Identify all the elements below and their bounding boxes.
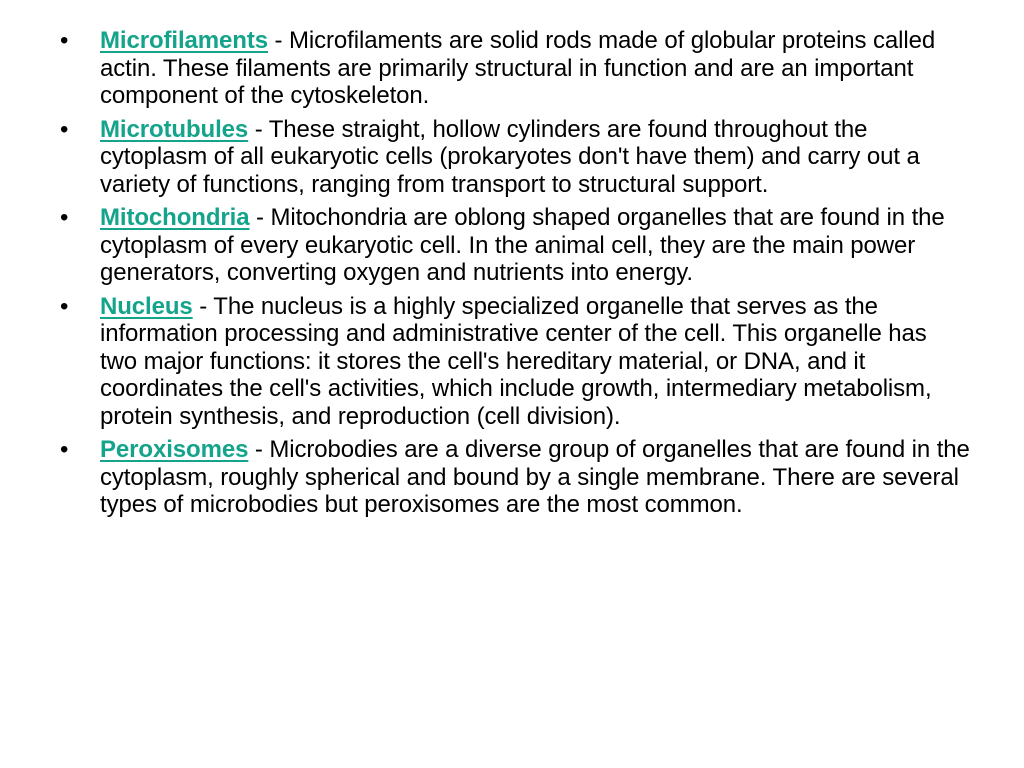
term-link-mitochondria[interactable]: Mitochondria [100, 204, 250, 231]
term-link-microtubules[interactable]: Microtubules [100, 115, 249, 143]
term-description: - These straight, hollow cylinders are found throughout the cytoplasm of all eukaryotic cells (prokaryotes don't have them) and carry out a variety of functions, ranging from transport to structural support. [100, 115, 920, 198]
term-link-microfilaments[interactable]: Microfilaments [100, 27, 268, 54]
term-link-nucleus[interactable]: Nucleus [100, 292, 193, 320]
term-link-peroxisomes[interactable]: Peroxisomes [100, 436, 249, 463]
list-item-peroxisomes [60, 436, 970, 519]
list-item-microfilaments [60, 27, 970, 110]
bullet-icon: • [60, 204, 69, 231]
term-description: - Mitochondria are oblong shaped organelles that are found in the cytoplasm of every eukaryotic cell. In the animal cell, they are the main power generators, converting oxygen and nutrients into energy. [100, 204, 945, 286]
organelle-bullet-list [60, 27, 970, 525]
bullet-icon: • [60, 115, 69, 143]
list-item-nucleus [60, 293, 970, 431]
list-item-mitochondria [60, 204, 970, 287]
term-description: - Microbodies are a diverse group of organelles that are found in the cytoplasm, roughly spherical and bound by a single membrane. There are several types of microbodies but peroxisomes are the most common. [100, 436, 970, 518]
list-item-microtubules [60, 116, 970, 199]
term-description: - The nucleus is a highly specialized organelle that serves as the information processing and administrative center of the cell. This organelle has two major functions: it stores the cell's hereditary material, or DNA, and it coordinates the cell's activities, which include growth, intermediary metabolism, protein synthesis, and reproduction (cell division). [100, 292, 932, 430]
bullet-icon: • [60, 292, 69, 320]
bullet-icon: • [60, 436, 69, 463]
term-description: - Microfilaments are solid rods made of globular proteins called actin. These filaments are primarily structural in function and are an important component of the cytoskeleton. [100, 27, 936, 109]
bullet-icon: • [60, 27, 69, 54]
